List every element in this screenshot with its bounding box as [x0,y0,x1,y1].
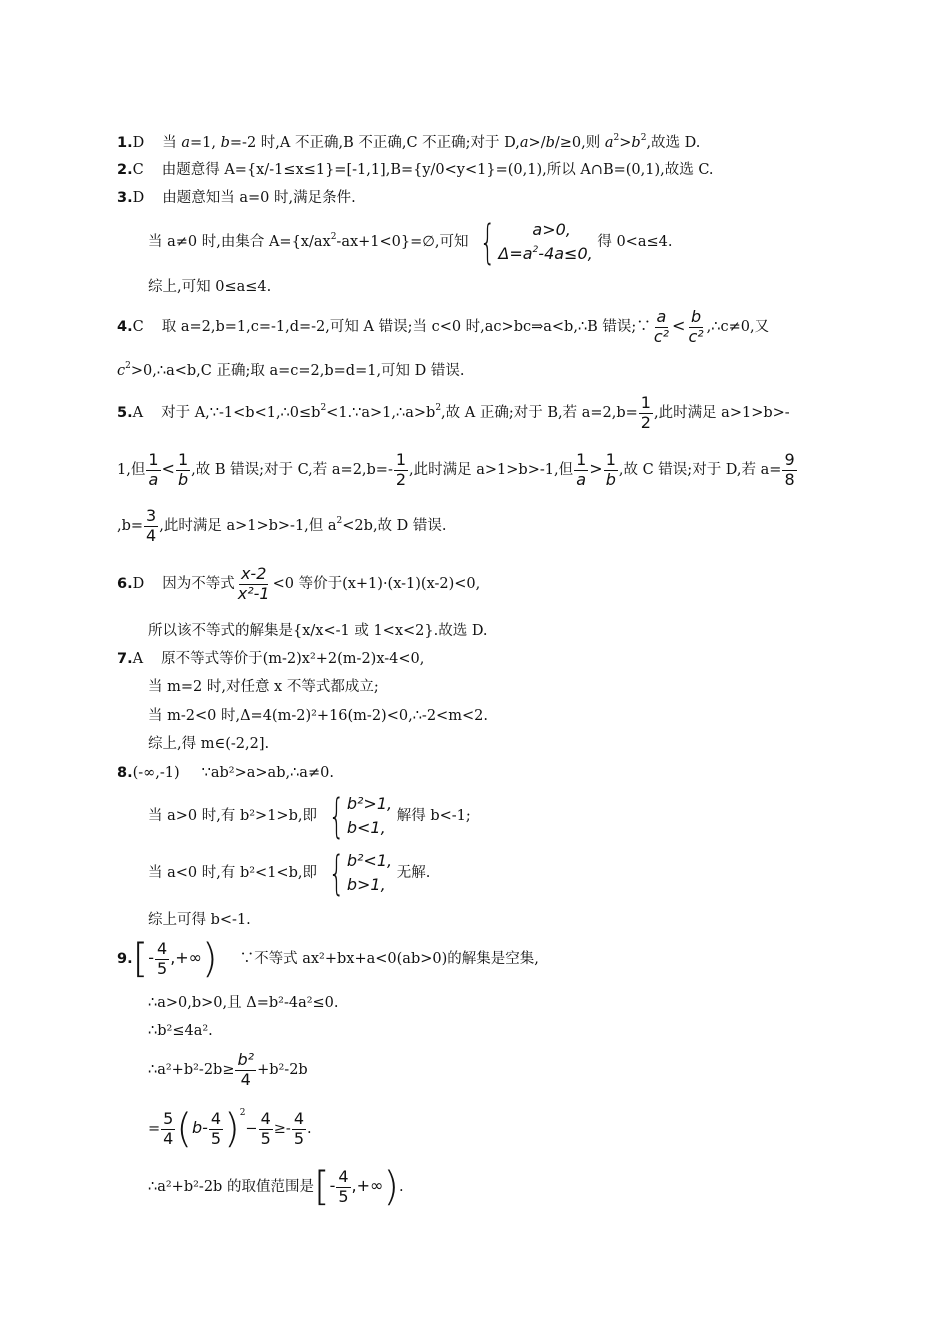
answer-9-line-6: ∴a²+b²-2b 的取值范围是[- $\frac{4}{5}$ ,+∞). [148,1164,404,1210]
answer-8-line-3: 当 a<0 时,有 b²<1<b,即 { b²<1, b>1, 无解. [148,846,431,900]
answer-1: 1.D 当 a=1, b=-2 时,A 不正确,B 不正确,C 不正确;对于 D,a>/b/≥0,则 $a^2>b^2$,故选 D. [117,133,701,151]
answer-5-line-1: 5.A 对于 $A,\because-1<b<1,\therefore 0\le b^2<1.\because a>1,\therefore a>b^2$,故 A 正确;对于 B,若 a=2,b= $\frac{1}{2}$ ,此时满足 a>1>b>- [117,393,790,432]
answer-3-line-1: 3.D 由题意知当 a=0 时,满足条件. [117,190,356,206]
left-brace: { [328,789,345,843]
answer-7-line-1: 7.A 原不等式等价于(m-2)x²+2(m-2)x-4<0, [117,651,425,667]
answer-4-line-1: 4.C 取 a=2,b=1,c=-1,d=-2,可知 A 错误;当 c<0 时,ac>bc⇒a<b,∴B 错误;∵ $\frac{a}{\text{c²}}$ < $\frac{b}{\text{c²}}$ ,∴c≠0,又 [117,307,770,346]
answer-4-line-2: $c^2>0,\therefore a<b,C$ 正确;取 a=c=2,b=d=1,可知 D 错误. [117,361,465,379]
answer-9-line-5: = $\frac{5}{4}$ (b- $\frac{4}{5}$ )$^2$− $\frac{4}{5}$ ≥- $\frac{4}{5}$ . [148,1106,312,1152]
answer-6-line-1: 6.D 因为不等式 $\frac{x-2}{\text{x²-1}}$ <0 等价于(x+1)·(x-1)(x-2)<0, [117,564,481,603]
answer-8-line-2: 当 a>0 时,有 b²>1>b,即 { b²>1, b<1, 解得 b<-1; [148,789,471,843]
answer-8-line-1: 8.(-∞,-1) ∵ab²>a>ab,∴a≠0. [117,765,334,781]
answer-7-line-2: 当 m=2 时,对任意 x 不等式都成立; [148,679,379,695]
answer-9-line-2: ∴a>0,b>0,且 Δ=b²-4a²≤0. [148,995,339,1011]
answer-8-line-4: 综上可得 b<-1. [148,912,251,928]
inequality-system: { a>0, $\Delta=a^2-4a\le 0$, [479,215,593,269]
left-brace: { [328,846,345,900]
answer-5-line-3: ,b= $\frac{3}{4}$ ,此时满足 a>1>b>-1,但 $a^2<2b$,故 D 错误. [117,506,447,545]
answer-2: 2.C 由题意得 A={x/-1≤x≤1}=[-1,1],B={y/0<y<1}=(0,1),所以 A∩B=(0,1),故选 C. [117,162,714,178]
left-brace: { [479,215,496,269]
answer-7-line-4: 综上,得 m∈(-2,2]. [148,736,270,752]
answer-5-line-2: 1,但 $\frac{1}{a}$ < $\frac{1}{b}$ ,故 B 错误;对于 C,若 a=2,b=- $\frac{1}{2}$ ,此时满足 a>1>b>-1,但 $\frac{1}{a}$ > $\frac{1}{b}$ ,故 C 错误;对于 D,若 a= $\frac{9}{8}$ [117,450,795,489]
answer-9-line-1: 9.[- $\frac{4}{5}$ ,+∞) ∵不等式 ax²+bx+a<0(ab>0)的解集是空集, [117,936,539,982]
answer-6-line-2: 所以该不等式的解集是{x/x<-1 或 1<x<2}.故选 D. [148,623,488,639]
answer-3-line-3: 综上,可知 0≤a≤4. [148,279,272,295]
answer-3-line-2: 当 a≠0 时,由集合 $A=\{x/ax^2-ax+1<0\}=\emptyset$,可知 { a>0, $\Delta=a^2-4a\le 0$, 得 0<a≤4. [148,215,673,269]
answer-9-line-4: ∴a²+b²-2b≥ $\frac{\text{b²}}{4}$ +b²-2b [148,1050,308,1089]
answer-7-line-3: 当 m-2<0 时,Δ=4(m-2)²+16(m-2)<0,∴-2<m<2. [148,708,488,724]
answer-9-line-3: ∴b²≤4a². [148,1023,213,1039]
